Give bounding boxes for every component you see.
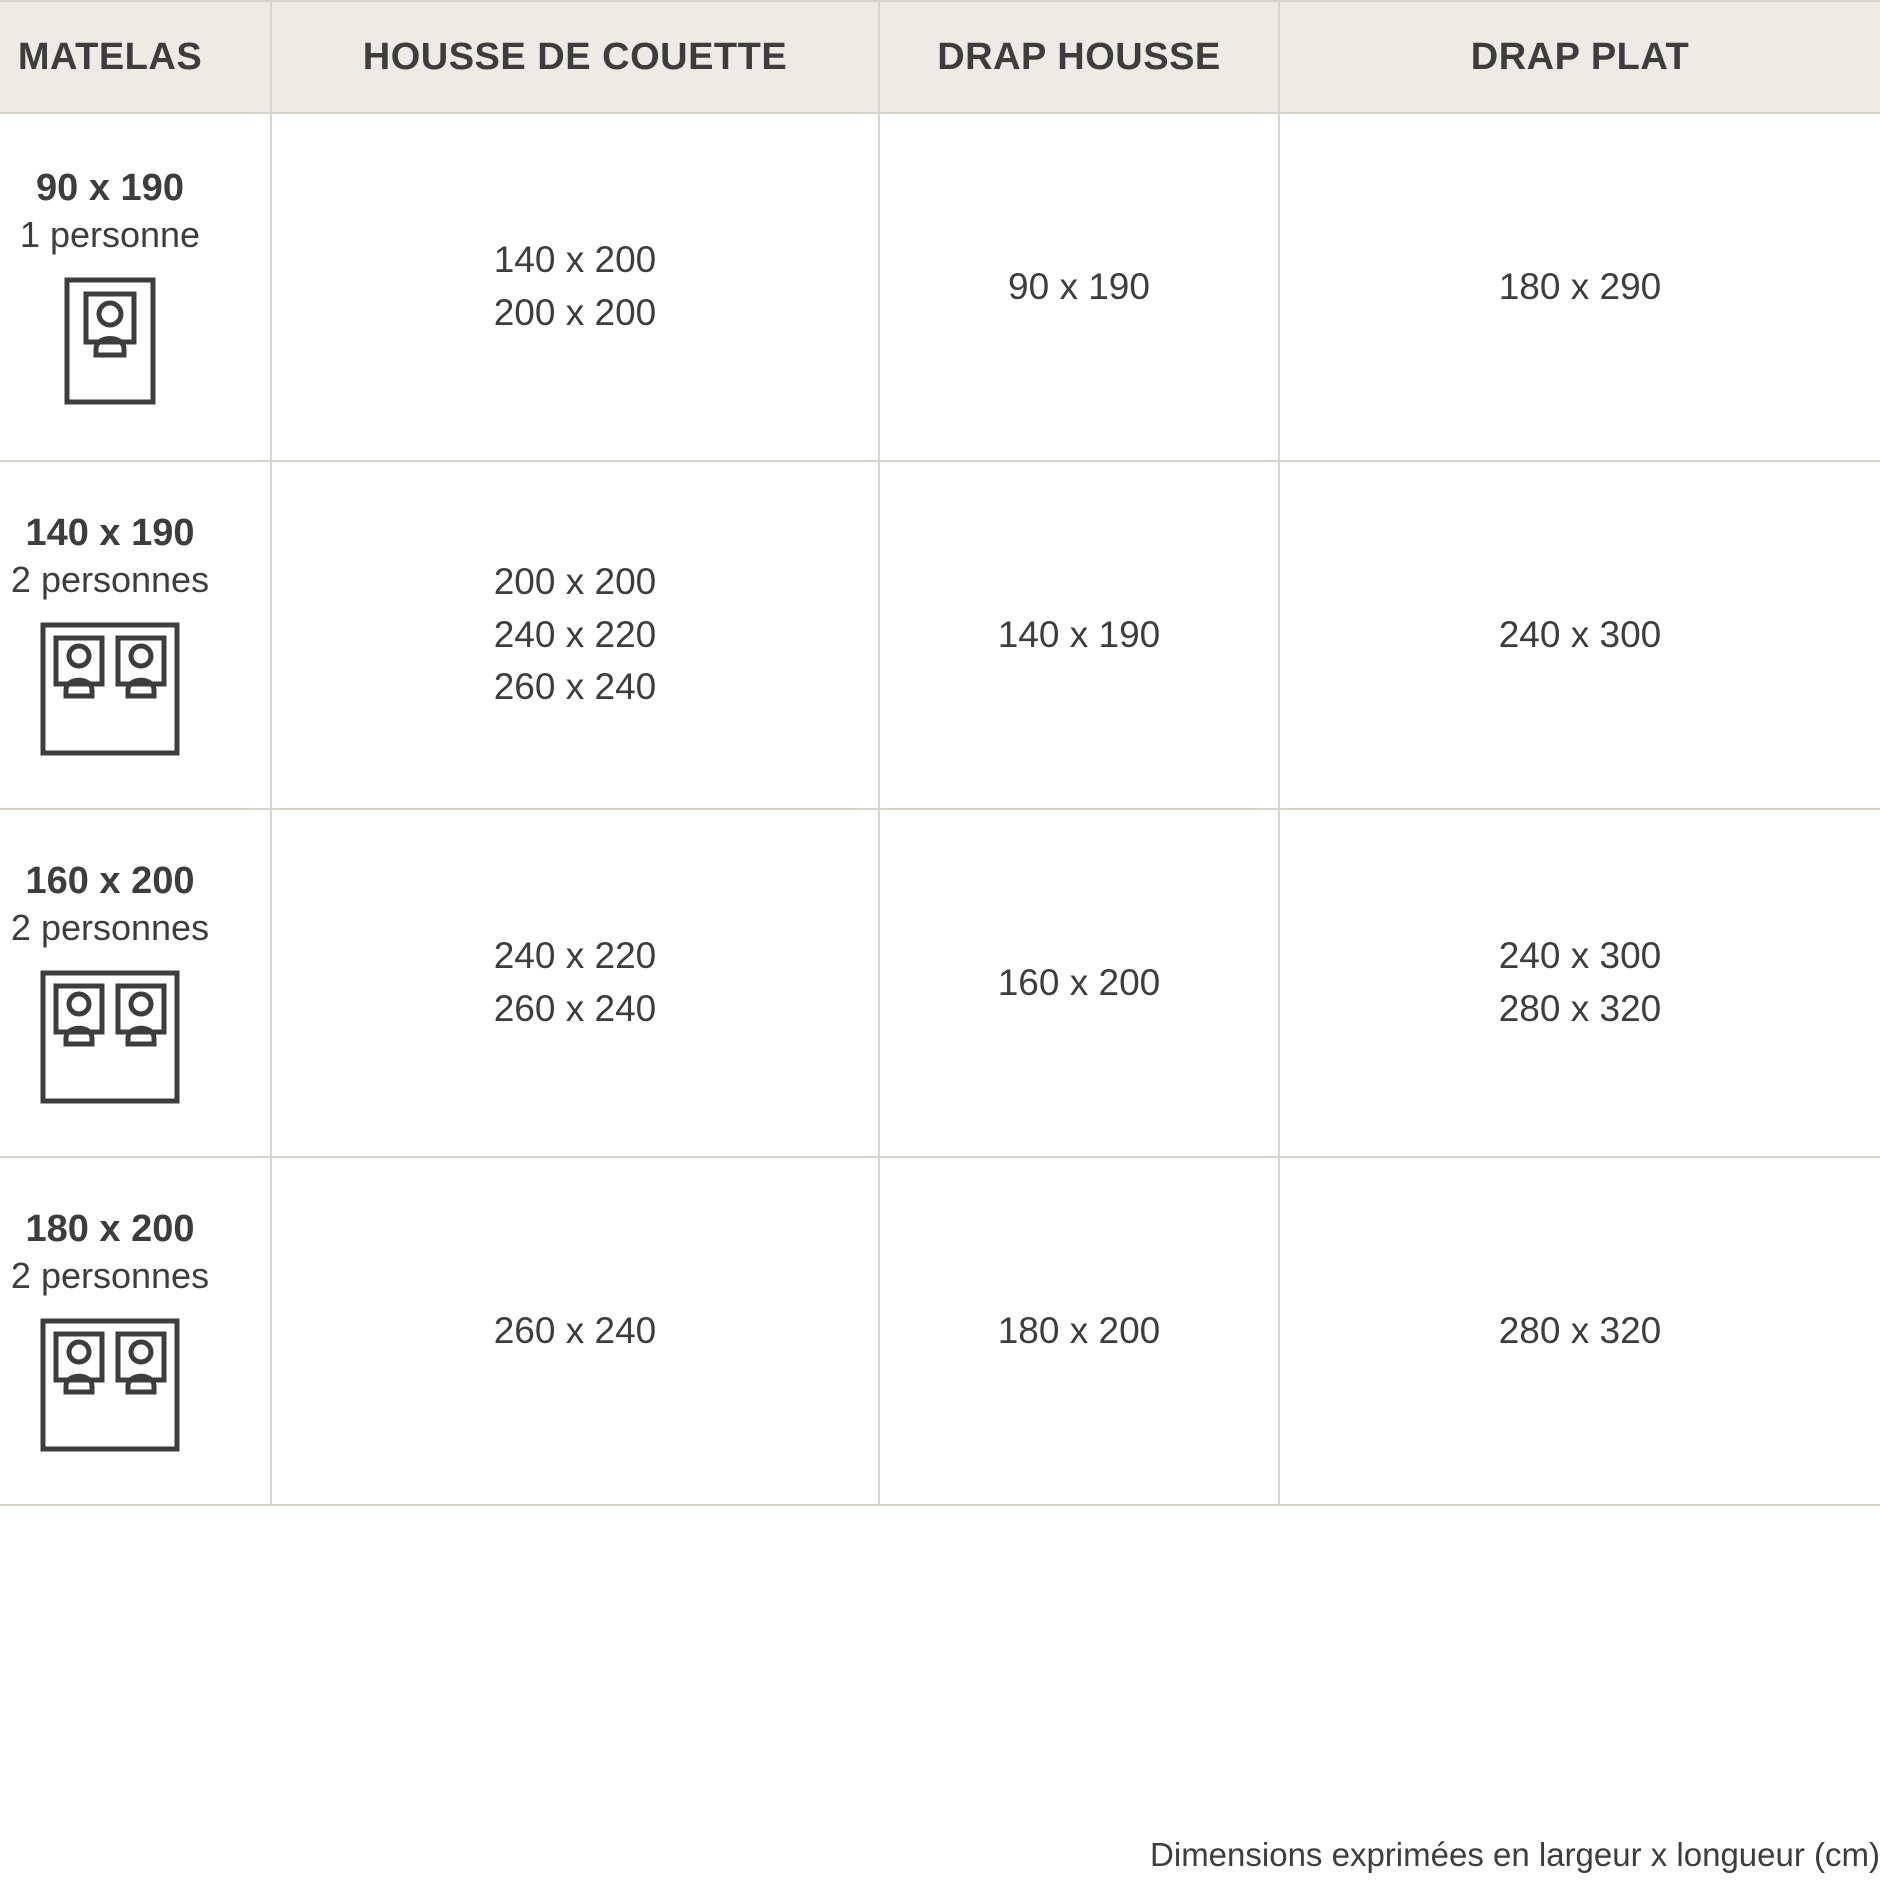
table-body bbox=[0, 113, 1880, 1505]
value-line: 200 x 200 bbox=[493, 292, 657, 333]
table-header-row bbox=[0, 1, 1880, 113]
matelas-size-label: 180 x 200 bbox=[25, 1207, 195, 1250]
housse-de-couette-cell bbox=[271, 113, 879, 461]
table-row bbox=[0, 461, 1880, 809]
matelas-size-label: 90 x 190 bbox=[36, 166, 184, 209]
bed-double-two-persons-icon bbox=[0, 622, 270, 756]
column-header-housse-de-couette: HOUSSE DE COUETTE bbox=[271, 1, 879, 113]
value-line: 160 x 200 bbox=[997, 961, 1161, 1003]
matelas-size-label: 140 x 190 bbox=[25, 511, 195, 554]
drap-plat-cell bbox=[1279, 113, 1880, 461]
matelas-persons-label: 2 personnes bbox=[10, 559, 210, 601]
drap-housse-cell bbox=[879, 809, 1279, 1157]
value-line: 240 x 300 bbox=[1498, 935, 1662, 977]
bed-single-one-person-icon bbox=[0, 277, 270, 405]
value-line: 140 x 200 bbox=[493, 239, 657, 281]
table-row bbox=[0, 809, 1880, 1157]
value-line: 240 x 220 bbox=[493, 935, 657, 977]
bed-double-two-persons-icon bbox=[0, 1318, 270, 1452]
matelas-cell bbox=[0, 113, 271, 461]
table-header bbox=[0, 1, 1880, 113]
bed-double-two-persons-icon bbox=[0, 970, 270, 1104]
drap-housse-cell bbox=[879, 461, 1279, 809]
footnote: Dimensions exprimées en largeur x longueur (cm) bbox=[1150, 1836, 1880, 1873]
matelas-persons-label: 2 personnes bbox=[10, 907, 210, 949]
housse-de-couette-cell bbox=[271, 809, 879, 1157]
value-line: 280 x 320 bbox=[1498, 988, 1662, 1029]
value-line: 180 x 200 bbox=[997, 1309, 1161, 1351]
matelas-cell bbox=[0, 1157, 271, 1505]
matelas-persons-label: 2 personnes bbox=[10, 1255, 210, 1297]
column-header-drap-plat: DRAP PLAT bbox=[1279, 1, 1880, 113]
matelas-persons-label: 1 personne bbox=[19, 214, 201, 256]
table-row bbox=[0, 113, 1880, 461]
value-line: 260 x 240 bbox=[493, 666, 657, 708]
matelas-size-label: 160 x 200 bbox=[25, 859, 195, 902]
drap-housse-cell bbox=[879, 1157, 1279, 1505]
column-header-matelas: MATELAS bbox=[0, 1, 271, 113]
value-line: 140 x 190 bbox=[997, 613, 1161, 655]
drap-plat-cell bbox=[1279, 1157, 1880, 1505]
value-line: 90 x 190 bbox=[1008, 265, 1150, 307]
drap-housse-cell bbox=[879, 113, 1279, 461]
matelas-cell bbox=[0, 809, 271, 1157]
value-line: 240 x 220 bbox=[493, 613, 657, 655]
value-line: 260 x 240 bbox=[493, 988, 657, 1029]
column-header-drap-housse: DRAP HOUSSE bbox=[879, 1, 1279, 113]
matelas-cell bbox=[0, 461, 271, 809]
drap-plat-cell bbox=[1279, 809, 1880, 1157]
value-line: 280 x 320 bbox=[1498, 1309, 1662, 1351]
table-row bbox=[0, 1157, 1880, 1505]
housse-de-couette-cell bbox=[271, 461, 879, 809]
housse-de-couette-cell bbox=[271, 1157, 879, 1505]
value-line: 180 x 290 bbox=[1498, 265, 1662, 307]
value-line: 240 x 300 bbox=[1498, 613, 1662, 655]
value-line: 200 x 200 bbox=[493, 561, 657, 603]
drap-plat-cell bbox=[1279, 461, 1880, 809]
value-line: 260 x 240 bbox=[493, 1309, 657, 1351]
